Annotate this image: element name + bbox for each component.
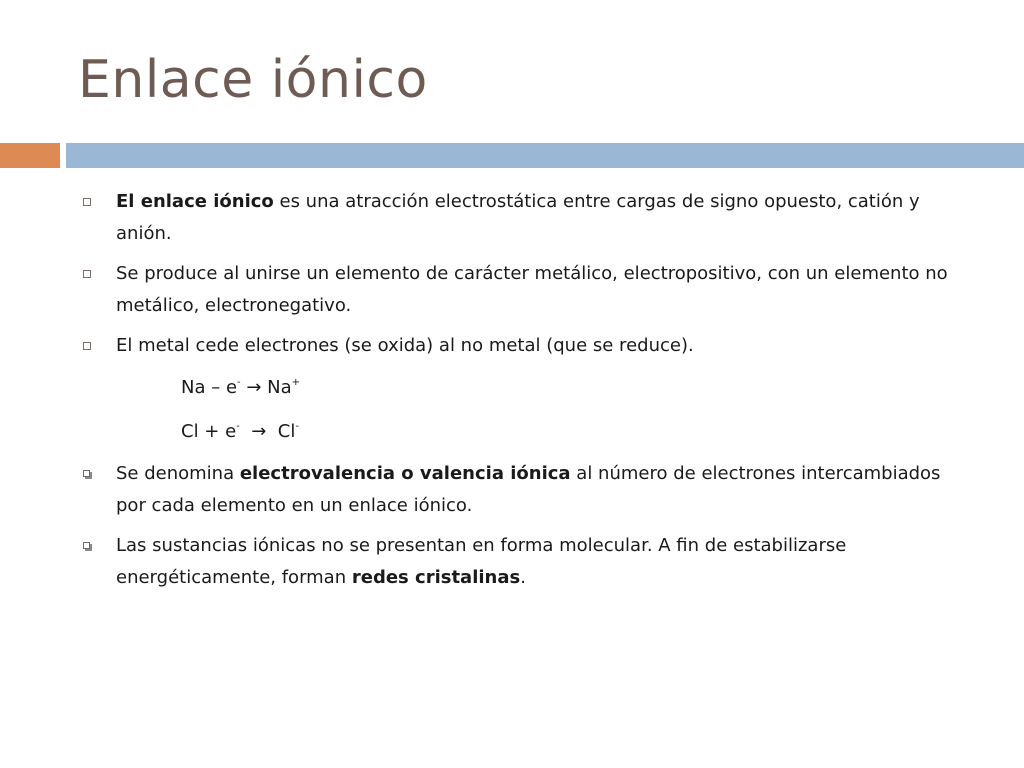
bullet-item <box>80 330 960 362</box>
bullet-text: al número de electrones intercambiados por cada elemento en un enlace iónico. <box>116 463 941 516</box>
equation-superscript: + <box>291 377 301 388</box>
shadow-square-bullet-icon <box>83 470 90 477</box>
slide-title: Enlace iónico <box>78 50 428 110</box>
equation-left: Cl + e <box>181 421 237 442</box>
equation-right: → Cl <box>239 421 296 442</box>
bullet-bold-text: redes cristalinas <box>351 567 521 588</box>
bullet-text: El metal cede electrones (se oxida) al no metal (que se reduce). <box>116 335 694 356</box>
hollow-square-bullet-icon <box>83 198 91 206</box>
bullet-item <box>80 186 960 250</box>
bullet-text: es una atracción electrostática entre cargas de signo opuesto, catión y anión. <box>116 191 920 244</box>
bullet-text: Las sustancias iónicas no se presentan en forma molecular. A fin de estabilizarse energéticamente, forman <box>116 535 847 588</box>
bullet-text: Se produce al unirse un elemento de carácter metálico, electropositivo, con un elemento no metálico, electronegativo. <box>116 263 948 316</box>
bullet-item <box>80 258 960 322</box>
bullet-text: Se denomina <box>116 463 240 484</box>
reduction-equation <box>80 416 960 448</box>
slide-content <box>80 186 960 602</box>
equation-superscript: - <box>295 421 299 432</box>
equation-superscript: - <box>237 377 241 388</box>
accent-bar-orange <box>0 143 60 168</box>
bullet-bold-text: electrovalencia o valencia iónica <box>239 463 571 484</box>
hollow-square-bullet-icon <box>83 342 91 350</box>
oxidation-equation <box>80 372 960 404</box>
equation-right: → Na <box>240 377 292 398</box>
equation-superscript: - <box>236 421 240 432</box>
bullet-bold-text: El enlace iónico <box>116 191 274 212</box>
bullet-item <box>80 458 960 522</box>
shadow-square-bullet-icon <box>83 542 90 549</box>
accent-bar-blue <box>66 143 1024 168</box>
hollow-square-bullet-icon <box>83 270 91 278</box>
bullet-item <box>80 530 960 594</box>
bullet-text: . <box>520 567 526 588</box>
equation-left: Na – e <box>181 377 238 398</box>
